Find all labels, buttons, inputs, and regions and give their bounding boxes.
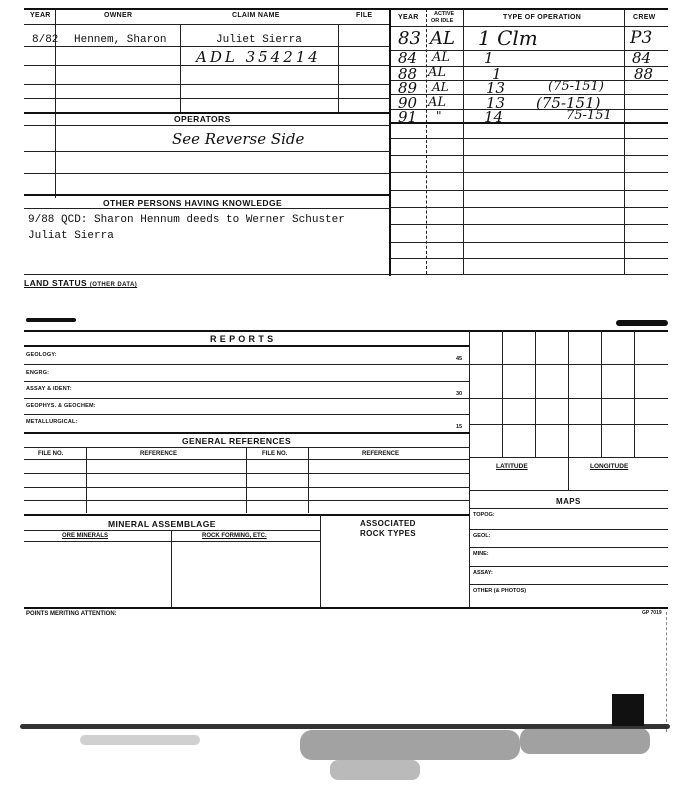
report-assay: ASSAY & IDENT: <box>26 386 72 392</box>
rock-forming-label: ROCK FORMING, ETC. <box>202 533 267 539</box>
scan-mark-left <box>26 318 76 322</box>
report-geophys: GEOPHYS. & GEOCHEM: <box>26 403 96 409</box>
operators-title: OPERATORS <box>174 114 231 124</box>
report-geology-num: 45 <box>456 356 463 362</box>
maps-title: MAPS <box>556 497 581 506</box>
labor-row-6-year: 91 <box>398 108 418 126</box>
mineral-title: MINERAL ASSEMBLAGE <box>108 519 216 529</box>
labor-row-4-type: 13 <box>486 79 506 97</box>
labor-row-2-type: 1 <box>484 49 494 67</box>
operators-entry: See Reverse Side <box>172 130 305 148</box>
labor-row-4-year: 89 <box>398 79 418 97</box>
labor-row-5-status: AL <box>428 95 447 110</box>
header-active: ACTIVE <box>434 11 455 17</box>
owner-entry-name: Hennem, Sharon <box>74 34 167 46</box>
col-reference-1: REFERENCE <box>140 451 178 457</box>
points-label: POINTS MERITING ATTENTION: <box>26 611 117 617</box>
labor-row-3-type: 1 <box>492 65 502 83</box>
labor-row-3-status: AL <box>428 65 447 80</box>
general-references-title: GENERAL REFERENCES <box>182 436 292 446</box>
knowledge-title: OTHER PERSONS HAVING KNOWLEDGE <box>103 198 283 208</box>
labor-row-6-note: 75-151 <box>566 108 612 123</box>
adl-handwritten-note: ADL 354214 <box>196 48 321 66</box>
header-file: FILE <box>356 12 373 19</box>
col-file-no-2: FILE NO. <box>262 451 288 457</box>
knowledge-line-1: 9/88 QCD: Sharon Hennum deeds to Werner Schuster <box>28 214 345 226</box>
scan-smudge-center <box>300 730 520 760</box>
land-status-label: LAND STATUS (OTHER DATA) <box>24 278 138 288</box>
scan-smudge-bottom <box>330 760 420 780</box>
labor-row-5-year: 90 <box>398 94 418 112</box>
labor-row-1-status: AL <box>430 28 455 49</box>
scan-smudge-left <box>80 735 200 745</box>
rock-types-label: ROCK TYPES <box>360 529 417 538</box>
header-claim-name: CLAIM NAME <box>232 12 280 19</box>
labor-row-3-year: 88 <box>398 65 418 83</box>
labor-row-1-crew: P3 <box>630 28 653 48</box>
labor-row-6-type: 14 <box>484 108 504 126</box>
owner-entry-year: 8/82 <box>32 34 59 46</box>
header-labor-year: YEAR <box>398 14 419 21</box>
col-file-no-1: FILE NO. <box>38 451 64 457</box>
maps-assay: ASSAY: <box>473 570 493 576</box>
maps-geol: GEOL: <box>473 533 491 539</box>
latitude-label: LATITUDE <box>496 463 528 470</box>
maps-other-photos: OTHER (& PHOTOS) <box>473 588 527 594</box>
header-type-operation: TYPE OF OPERATION <box>503 14 582 21</box>
form-number: GP 7019 <box>642 610 662 616</box>
maps-topog: TOPOG: <box>473 512 495 518</box>
reports-title: R E P O R T S <box>210 334 274 344</box>
labor-row-1-type: 1 Clm <box>478 26 538 50</box>
header-crew: CREW <box>633 14 656 21</box>
labor-row-5-type: 13 <box>486 94 506 112</box>
col-reference-2: REFERENCE <box>362 451 400 457</box>
scan-black-block <box>612 694 644 726</box>
labor-row-6-status: " <box>436 109 442 123</box>
report-metallurgical-num: 15 <box>456 424 463 430</box>
scan-mark-right <box>616 320 668 326</box>
header-owner: OWNER <box>104 12 133 19</box>
knowledge-line-2: Juliat Sierra <box>28 230 114 242</box>
labor-row-5-note: (75-151) <box>536 94 601 112</box>
report-assay-num: 30 <box>456 391 463 397</box>
labor-row-4-note: (75-151) <box>548 79 604 94</box>
associated-label: ASSOCIATED <box>360 519 416 528</box>
longitude-label: LONGITUDE <box>590 463 629 470</box>
report-geology: GEOLOGY: <box>26 352 57 358</box>
report-metallurgical: METALLURGICAL: <box>26 419 78 425</box>
ore-minerals-label: ORE MINERALS <box>62 533 109 539</box>
header-year: YEAR <box>30 12 51 19</box>
labor-row-2-status: AL <box>432 50 451 65</box>
report-engrg: ENGRG: <box>26 370 50 376</box>
labor-row-1-year: 83 <box>398 28 421 49</box>
labor-row-4-status: AL <box>432 80 449 94</box>
owner-entry-claim: Juliet Sierra <box>216 34 302 46</box>
maps-mine: MINE: <box>473 551 489 557</box>
scan-smudge-right <box>520 728 650 754</box>
labor-row-2-crew: 84 <box>632 49 652 67</box>
header-or-idle: OR IDLE <box>431 18 454 24</box>
labor-row-2-year: 84 <box>398 49 418 67</box>
labor-row-3-crew: 88 <box>634 65 654 83</box>
